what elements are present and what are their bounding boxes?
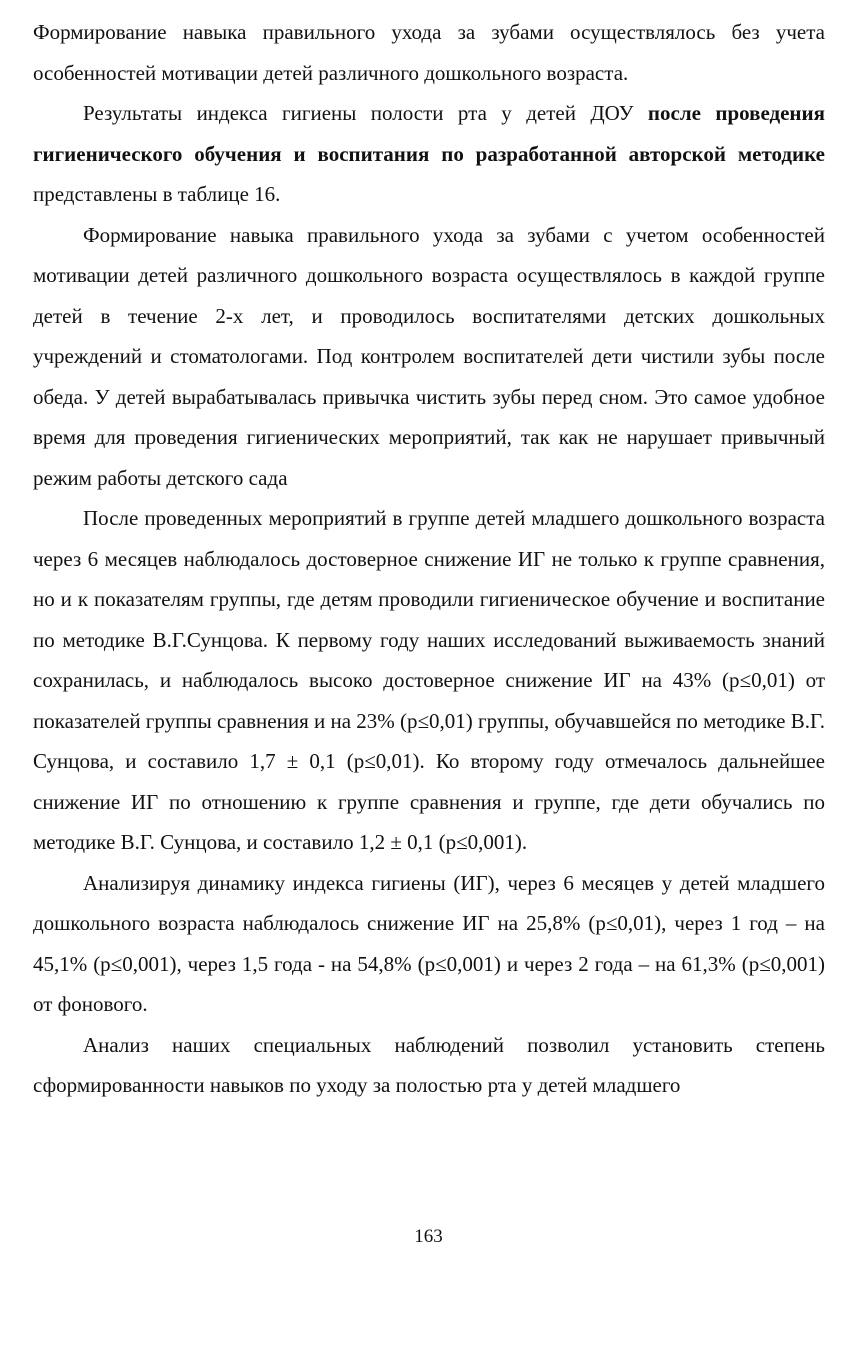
paragraph-1: Формирование навыка правильного ухода за зубами осуществлялось без учета особенностей мотивации детей различного дошкольного возраста. [33,20,825,85]
paragraph-2-text-before: Результаты индекса гигиены полости рта у детей ДОУ [83,101,648,125]
paragraph-2 [33,93,825,215]
paragraph-5: Анализируя динамику индекса гигиены (ИГ), через 6 месяцев у детей младшего дошкольного возраста наблюдалось снижение ИГ на 25,8% (р≤0,01), через 1 год – на 45,1% (р≤0,001), через 1,5 года - на 54,8% (р≤0,001) и через 2 года – на 61,3% (р≤0,001) от фонового. [33,870,825,1016]
paragraph-3: Формирование навыка правильного ухода за зубами с учетом особенностей мотивации детей различного дошкольного возраста осуществлялось в каждой группе детей в течение 2-х лет, и проводилось воспитателями детских дошкольных учреждений и стоматологами. Под контролем воспитателей дети чистили зубы после обеда. У детей вырабатывалась привычка чистить зубы перед сном. Это самое удобное время для проведения гигиенических мероприятий, так как не нарушает привычный режим работы детского сада [33,222,825,490]
paragraph-4: После проведенных мероприятий в группе детей младшего дошкольного возраста через 6 месяцев наблюдалось достоверное снижение ИГ не только к группе сравнения, но и к показателям группы, где детям проводили гигиеническое обучение и воспитание по методике В.Г.Сунцова. К первому году наших исследований выживаемость знаний сохранилась, и наблюдалось высоко достоверное снижение ИГ на 43% (р≤0,01) от показателей группы сравнения и на 23% (р≤0,01) группы, обучавшейся по методике В.Г. Сунцова, и составило 1,7 ± 0,1 (р≤0,01). Ко второму году отмечалось дальнейшее снижение ИГ по отношению к группе сравнения и группе, где дети обучались по методике В.Г. Сунцова, и составило 1,2 ± 0,1 (р≤0,001). [33,506,825,854]
paragraph-2-text-after: представлены в таблице 16. [33,182,281,206]
page-number: 163 [414,1226,443,1247]
paragraph-2-bold-text: после проведения гигиенического обучения и воспитания по разработанной авторской методике [33,101,825,166]
document-page [33,12,825,1106]
paragraph-6: Анализ наших специальных наблюдений позволил установить степень сформированности навыков по уходу за полостью рта у детей младшего [33,1032,825,1097]
